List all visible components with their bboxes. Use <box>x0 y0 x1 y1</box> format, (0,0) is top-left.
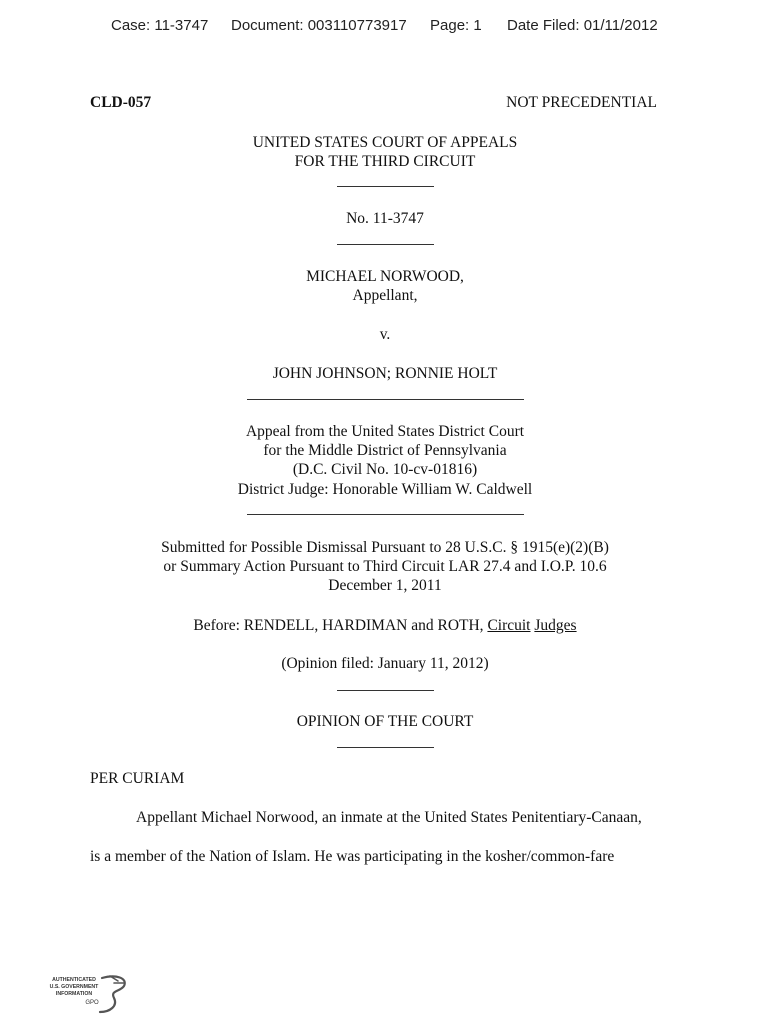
divider <box>337 244 434 245</box>
panel-judges-judges: Judges <box>534 617 577 634</box>
seal-text-4: GPO <box>85 1000 99 1006</box>
panel-judges <box>0 616 770 635</box>
per-curiam-heading: PER CURIAM <box>90 770 185 787</box>
seal-text-2: U.S. GOVERNMENT <box>49 984 99 990</box>
submitted-line1: Submitted for Possible Dismissal Pursuant to 28 U.S.C. § 1915(e)(2)(B) <box>161 539 609 556</box>
panel-judges-circuit: Circuit <box>487 617 531 634</box>
body-paragraph-line1: Appellant Michael Norwood, an inmate at the United States Penitentiary-Canaan, <box>136 809 642 826</box>
divider <box>337 186 434 187</box>
divider <box>337 747 434 748</box>
seal-text-3: INFORMATION <box>55 991 93 997</box>
opinion-filed-date: (Opinion filed: January 11, 2012) <box>281 655 489 672</box>
header-document: Document: 003110773917 <box>231 17 407 34</box>
appeal-line1: Appeal from the United States District Court <box>245 423 525 440</box>
gpo-authentication-seal <box>44 972 130 1016</box>
appellees: JOHN JOHNSON; RONNIE HOLT <box>272 365 498 382</box>
seal-text-1: AUTHENTICATED <box>52 977 96 983</box>
divider <box>337 690 434 691</box>
document-code: CLD-057 <box>90 94 152 111</box>
court-name-line1: UNITED STATES COURT OF APPEALS <box>252 134 518 151</box>
appeal-line2: for the Middle District of Pennsylvania <box>263 442 507 459</box>
appeal-line3: (D.C. Civil No. 10-cv-01816) <box>292 461 478 478</box>
submitted-line2: or Summary Action Pursuant to Third Circuit LAR 27.4 and I.O.P. 10.6 <box>163 558 607 575</box>
divider <box>247 399 524 400</box>
precedential-status: NOT PRECEDENTIAL <box>506 94 657 111</box>
case-number: No. 11-3747 <box>346 210 424 227</box>
opinion-title: OPINION OF THE COURT <box>296 713 474 730</box>
appellant-name: MICHAEL NORWOOD, <box>306 268 464 285</box>
submitted-date: December 1, 2011 <box>328 577 442 594</box>
header-case: Case: 11-3747 <box>111 17 209 34</box>
header-page: Page: 1 <box>430 17 482 34</box>
gpo-eagle-icon <box>44 972 130 1016</box>
divider <box>247 514 524 515</box>
appeal-line4: District Judge: Honorable William W. Caldwell <box>237 481 533 498</box>
court-name-line2: FOR THE THIRD CIRCUIT <box>294 153 476 170</box>
panel-judges-prefix: Before: RENDELL, HARDIMAN and ROTH, <box>193 617 484 634</box>
appellant-role: Appellant, <box>352 287 418 304</box>
versus: v. <box>379 326 391 343</box>
body-paragraph-line2: is a member of the Nation of Islam. He was participating in the kosher/common-fare <box>90 848 615 865</box>
header-date-filed: Date Filed: 01/11/2012 <box>507 17 658 34</box>
